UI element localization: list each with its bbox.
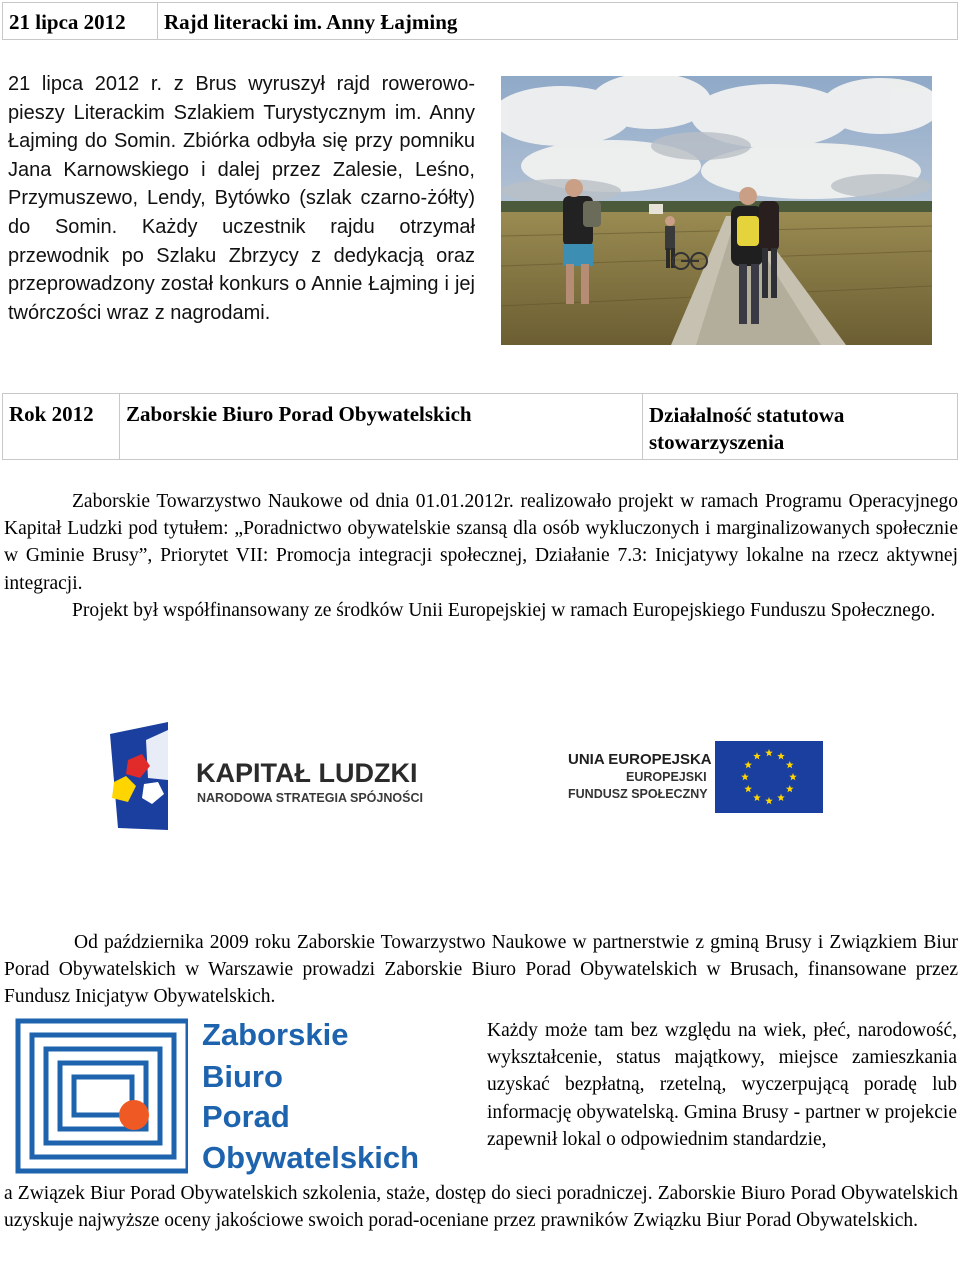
zbpo-line4: Obywatelskich <box>202 1140 420 1175</box>
zbpo-line1: Zaborskie <box>202 1017 349 1052</box>
article3-para2a: Każdy może tam bez względu na wiek, płeć, narodowość, wykształcenie, status majątkowy, miejsce zamieszkania uzyskać bezpłatną, rzetelną, wyczerpującą poradę lub informację obywatelską. Gmina Brusy - partner w projekcie zapewnił lokal o odpowiednim standardzie, <box>487 1020 957 1150</box>
header-date: 21 lipca 2012 <box>3 3 158 40</box>
zbpo-logo <box>12 1015 452 1178</box>
header-table-2 <box>2 393 958 460</box>
zbpo-orange-dot <box>119 1100 149 1130</box>
article1-text: 21 lipca 2012 r. z Brus wyruszył rajd rowerowo-pieszy Literackim Szlakiem Turystycznym im. Anny Łajming do Somin. Zbiórka odbyła się przy pomniku Jana Karnowskiego i dalej przez Zalesie, Leśno, Przymuszewo, Lendy, Bytówko (szlak czarno-żółty) do Somin. Każdy uczestnik rajdu otrzymał przewodnik po Szlaku Zbrzycy z dedykacją oraz przeprowadzony został konkurs o Annie Łajming i jej twórczości wraz z nagrodami. <box>8 73 475 324</box>
article2-para1: Zaborskie Towarzystwo Naukowe od dnia 01.01.2012r. realizowało projekt w ramach Programu Operacyjnego Kapitał Ludzki pod tytułem: „Poradnictwo obywatelskie szansą dla osób wykluczonych i marginalizowanych społecznie w Gminie Brusy”, Priorytet VII: Promocja integracji społecznej, Działanie 7.3: Inicjatywy lokalne na rzecz aktywnej integracji. <box>4 491 958 594</box>
article3-para1: Od października 2009 roku Zaborskie Towarzystwo Naukowe w partnerstwie z gminą Brusy i Związkiem Biur Porad Obywatelskich w Warszawie prowadzi Zaborskie Biuro Porad Obywatelskich w Brusach, finansowane przez Fundusz Inicjatyw Obywatelskich. <box>4 932 958 1008</box>
header-title: Rajd literacki im. Anny Łajming <box>158 3 958 40</box>
header-category: Działalność statutowa stowarzyszenia <box>643 394 958 460</box>
zbpo-line3: Porad <box>202 1099 290 1134</box>
article3-para2b: a Związek Biur Porad Obywatelskich szkolenia, staże, dostęp do sieci poradniczej. Zaborskie Biuro Porad Obywatelskich uzyskuje najwyższe oceny jakościowe swoich porad-oceniane przez prawników Związku Biur Porad Obywatelskich. <box>4 1183 958 1232</box>
header-year: Rok 2012 <box>3 394 120 460</box>
ue-sub2-text: FUNDUSZ SPOŁECZNY <box>568 787 708 801</box>
ue-sub1-text: EUROPEJSKI <box>626 770 707 784</box>
article2-para2: Projekt był współfinansowany ze środków Unii Europejskiej w ramach Europejskiego Funduszu Społecznego. <box>72 599 936 621</box>
kapital-ludzki-logo <box>106 720 446 832</box>
kl-title-text: KAPITAŁ LUDZKI <box>196 758 418 788</box>
kl-subtitle-text: NARODOWA STRATEGIA SPÓJNOŚCI <box>197 791 423 805</box>
article2 <box>4 488 958 624</box>
ue-title-text: UNIA EUROPEJSKA <box>568 751 712 768</box>
header-section-title: Zaborskie Biuro Porad Obywatelskich <box>120 394 643 460</box>
rally-photo <box>501 76 932 345</box>
eu-efs-logo <box>560 738 825 814</box>
header-table-1 <box>2 2 958 40</box>
zbpo-line2: Biuro <box>202 1059 283 1094</box>
